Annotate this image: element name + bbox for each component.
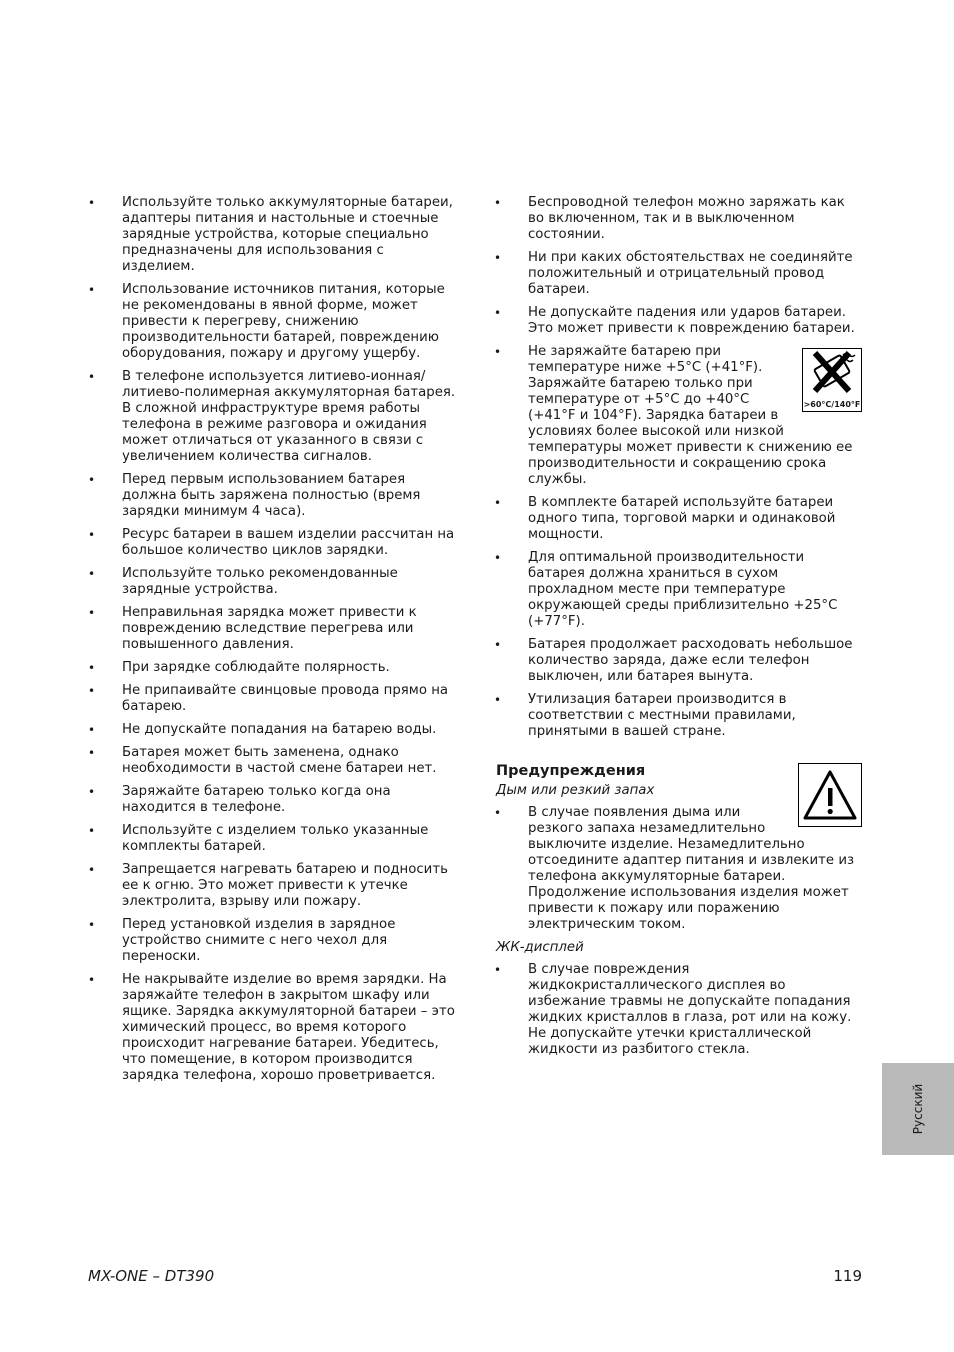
temperature-limit-label: • >60°C/140°F [803, 400, 861, 409]
list-item: • Батарея продолжает расходовать небольшое количество заряда, даже если телефон выключен, или батарея вынута. [494, 637, 862, 685]
warnings-heading: Предупреждения [496, 763, 646, 779]
list-item: • Для оптимальной производительности батарея должна храниться в сухом прохладном месте при температуре окружающей среды приблизительно +25°C (+77°F). [494, 550, 862, 630]
language-tab [882, 1063, 954, 1155]
list-item-smoke [494, 805, 862, 933]
no-heat-battery-icon [802, 348, 862, 412]
language-tab-label: Русский [911, 1083, 925, 1135]
list-item: • Ресурс батареи в вашем изделии рассчитан на большое количество циклов зарядки. [88, 527, 458, 559]
lcd-subtitle: ЖК-дисплей [496, 940, 584, 955]
list-item: • Использование источников питания, которые не рекомендованы в явной форме, может привести к перегреву, снижению производительности батарей, повреждению оборудования, пожару и другому ущербу. [88, 282, 458, 362]
list-item: • В случае повреждения жидкокристаллического дисплея во избежание травмы не допускайте попадания жидких кристаллов в глаза, рот или на кожу. Не допускайте утечки кристаллической жидкости из разбитого стекла. [494, 962, 862, 1058]
list-item: • При зарядке соблюдайте полярность. [88, 660, 458, 676]
list-item: • Запрещается нагревать батарею и подносить ее к огню. Это может привести к утечке электролита, взрыву или пожару. [88, 862, 458, 910]
lcd-bullet-list [494, 962, 862, 1058]
list-item: • В комплекте батарей используйте батареи одного типа, торговой марки и одинаковой мощности. [494, 495, 862, 543]
left-bullet-list [88, 195, 458, 1084]
list-item-temperature [494, 344, 862, 488]
smoke-bullet-list [494, 805, 862, 933]
list-item: • Не допускайте падения или ударов батареи. Это может привести к повреждению батареи. [494, 305, 862, 337]
list-item: • Заряжайте батарею только когда она находится в телефоне. [88, 784, 458, 816]
page-number: 119 [833, 1267, 862, 1285]
list-item: • В телефоне используется литиево-ионная/литиево-полимерная аккумуляторная батарея. В сложной инфраструктуре время работы телефона в режиме разговора и ожидания может отличаться от указанного в связи с увеличением количества сигналов. [88, 369, 458, 465]
warning-triangle-icon [798, 763, 862, 827]
smoke-subtitle: Дым или резкий запах [496, 783, 655, 798]
list-item: • Беспроводной телефон можно заряжать как во включенном, так и в выключенном состоянии. [494, 195, 862, 243]
list-item: • Батарея может быть заменена, однако необходимости в частой смене батареи нет. [88, 745, 458, 777]
list-item: • Утилизация батареи производится в соответствии с местными правилами, принятыми в вашей стране. [494, 692, 862, 740]
list-item: • Не припаивайте свинцовые провода прямо на батарею. [88, 683, 458, 715]
temperature-text: Не заряжайте батарею при температуре ниже +5°C (+41°F). Заряжайте батарею только при температуре от +5°C до +40°C (+41°F и 104°F). Зарядка батареи в условиях более высокой или низкой температуры может привести к снижению ее производительности и сокращению срока службы. [528, 344, 853, 487]
smoke-text: В случае появления дыма или резкого запаха незамедлительно выключите изделие. Незамедлительно отсоедините адаптер питания и извлеките из телефона аккумуляторные батареи. Продолжение использования изделия может привести к пожару или поражению электрическим током. [528, 805, 855, 932]
list-item: • Ни при каких обстоятельствах не соединяйте положительный и отрицательный провод батареи. [494, 250, 862, 298]
list-item: • Не накрывайте изделие во время зарядки. На заряжайте телефон в закрытом шкафу или ящике. Зарядка аккумуляторной батареи – это химический процесс, во время которого происходит нагревание батареи. Убедитесь, что помещение, в котором производится зарядка телефона, хорошо проветривается. [88, 972, 458, 1084]
list-item: • Используйте только аккумуляторные батареи, адаптеры питания и настольные и стоечные зарядные устройства, которые специально предназначены для использования с изделием. [88, 195, 458, 275]
footer-product: MX-ONE – DT390 [88, 1267, 215, 1285]
left-column [88, 195, 458, 1091]
list-item: • Используйте с изделием только указанные комплекты батарей. [88, 823, 458, 855]
list-item: • Используйте только рекомендованные зарядные устройства. [88, 566, 458, 598]
list-item: • Перед первым использованием батарея должна быть заряжена полностью (время зарядки минимум 4 часа). [88, 472, 458, 520]
list-item: • Перед установкой изделия в зарядное устройство снимите с него чехол для переноски. [88, 917, 458, 965]
list-item: • Неправильная зарядка может привести к повреждению вследствие перегрева или повышенного давления. [88, 605, 458, 653]
right-column [494, 195, 862, 1065]
right-bullet-list [494, 195, 862, 740]
list-item: • Не допускайте попадания на батарею воды. [88, 722, 458, 738]
